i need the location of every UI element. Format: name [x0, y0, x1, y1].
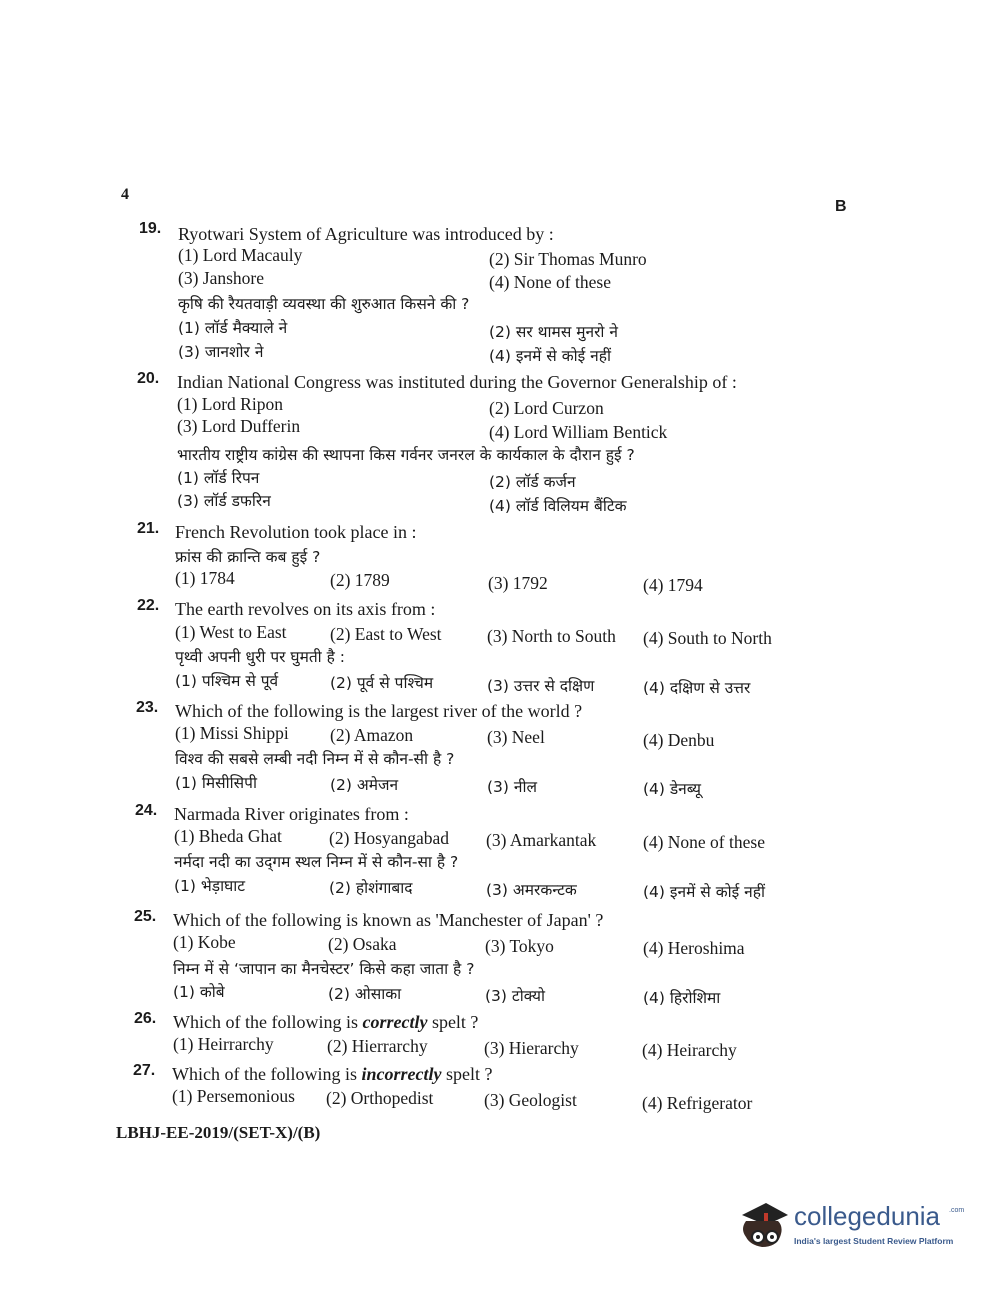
question-text-pre: Which of the following is: [173, 1012, 363, 1032]
question-number: 23.: [136, 699, 159, 716]
option-3-hindi: (3) नील: [487, 778, 538, 796]
option-1: (1) Missi Shippi: [175, 723, 289, 743]
option-2-hindi: (2) पूर्व से पश्चिम: [330, 674, 434, 692]
question-text: French Revolution took place in :: [175, 522, 417, 542]
option-1-hindi: (1) भेड़ाघाट: [174, 877, 246, 895]
option-4: (4) Refrigerator: [642, 1093, 753, 1113]
question-number: 25.: [134, 908, 157, 925]
option-4: (4) Denbu: [643, 730, 715, 750]
option-2: (2) Sir Thomas Munro: [489, 249, 647, 269]
collegedunia-logo: [736, 1197, 966, 1257]
option-3: (3) 1792: [488, 573, 548, 593]
question-number: 19.: [139, 220, 162, 237]
option-4-hindi: (4) डेनब्यू: [643, 780, 701, 798]
option-2-hindi: (2) ओसाका: [328, 985, 402, 1003]
option-1: (1) Bheda Ghat: [174, 826, 282, 846]
option-3: (3) Amarkantak: [486, 830, 597, 850]
question-number: 20.: [137, 370, 160, 387]
question-text-hindi: नर्मदा नदी का उद्‌गम स्थल निम्न में से कौन-सा है ?: [174, 853, 459, 871]
set-code: B: [835, 198, 847, 215]
option-3: (3) Lord Dufferin: [177, 416, 301, 436]
option-1-hindi: (1) पश्चिम से पूर्व: [175, 672, 279, 690]
option-3-hindi: (3) लॉर्ड डफरिन: [177, 492, 271, 510]
question-text-post: spelt ?: [427, 1012, 479, 1032]
question-text: Which of the following is the largest river of the world ?: [175, 701, 583, 721]
question-number: 26.: [134, 1010, 157, 1027]
option-4: (4) South to North: [643, 628, 772, 648]
question-text-hindi: पृथ्वी अपनी धुरी पर घुमती है :: [175, 648, 346, 666]
question-text-hindi: निम्न में से ‘जापान का मैनचेस्टर’ किसे कहा जाता है ?: [173, 960, 475, 978]
option-3-hindi: (3) उत्तर से दक्षिण: [487, 677, 595, 695]
option-3-hindi: (3) अमरकन्टक: [486, 881, 577, 899]
option-3: (3) Hierarchy: [484, 1038, 579, 1058]
option-4: (4) None of these: [643, 832, 765, 852]
question-number: 24.: [135, 802, 158, 819]
question-text-post: spelt ?: [441, 1064, 493, 1084]
option-2-hindi: (2) लॉर्ड कर्जन: [489, 473, 576, 491]
question-text-pre: Which of the following is: [172, 1064, 362, 1084]
option-1-hindi: (1) मिसीसिपी: [175, 774, 257, 792]
option-2: (2) East to West: [330, 624, 442, 644]
option-1: (1) West to East: [175, 622, 287, 642]
question-number: 22.: [137, 597, 160, 614]
option-1: (1) Persemonious: [172, 1086, 295, 1106]
brand-suffix: .com: [949, 1207, 965, 1214]
question-number: 27.: [133, 1062, 156, 1079]
option-2: (2) Osaka: [328, 934, 397, 954]
option-1-hindi: (1) कोबे: [173, 983, 225, 1001]
question-text: The earth revolves on its axis from :: [175, 599, 436, 619]
option-1: (1) Lord Ripon: [177, 394, 283, 414]
option-1-hindi: (1) लॉर्ड रिपन: [177, 469, 260, 487]
option-4: (4) 1794: [643, 575, 703, 595]
question-text: Ryotwari System of Agriculture was introduced by :: [178, 224, 554, 244]
question-text: Narmada River originates from :: [174, 804, 409, 824]
option-3: (3) Tokyo: [485, 936, 554, 956]
brand-name: collegedunia: [794, 1201, 941, 1231]
question-number: 21.: [137, 520, 160, 537]
question-text-hindi: भारतीय राष्ट्रीय कांग्रेस की स्थापना किस गर्वनर जनरल के कार्यकाल के दौरान हुई ?: [177, 446, 635, 464]
option-1: (1) Heirrarchy: [173, 1034, 274, 1054]
option-2-hindi: (2) अमेजन: [330, 776, 399, 794]
option-2: (2) Orthopedist: [326, 1088, 434, 1108]
option-3-hindi: (3) जानशोर ने: [178, 343, 264, 361]
option-2: (2) Hierrarchy: [327, 1036, 428, 1056]
emphasis-word: correctly: [362, 1012, 428, 1032]
option-3: (3) Neel: [487, 727, 545, 747]
mascot-icon: [736, 1199, 792, 1255]
question-text-hindi: विश्व की सबसे लम्बी नदी निम्न में से कौन-सी है ?: [175, 750, 455, 768]
question-text-hindi: फ्रांस की क्रान्ति कब हुई ?: [175, 548, 321, 566]
brand-tagline: India's largest Student Review Platform: [794, 1236, 954, 1246]
option-2: (2) 1789: [330, 570, 390, 590]
option-3: (3) Geologist: [484, 1090, 577, 1110]
option-2-hindi: (2) होशंगाबाद: [329, 879, 413, 897]
question-text: [173, 1012, 478, 1033]
question-text: Which of the following is known as 'Manchester of Japan' ?: [173, 910, 604, 930]
option-2: (2) Amazon: [330, 725, 414, 745]
option-4: (4) Heroshima: [643, 938, 745, 958]
option-3: (3) Janshore: [178, 268, 265, 288]
option-4: (4) Lord William Bentick: [489, 422, 668, 442]
option-2: (2) Hosyangabad: [329, 828, 450, 848]
paper-code-footer: LBHJ-EE-2019/(SET-X)/(B): [116, 1123, 321, 1142]
option-4-hindi: (4) लॉर्ड विलियम बैंटिक: [489, 497, 627, 515]
question-text: [172, 1064, 492, 1085]
question-text: Indian National Congress was instituted during the Governor Generalship of :: [177, 372, 737, 392]
question-text-hindi: कृषि की रैयतवाड़ी व्यवस्था की शुरुआत किसने की ?: [178, 295, 470, 313]
option-1: (1) Lord Macauly: [178, 245, 303, 265]
option-2: (2) Lord Curzon: [489, 398, 604, 418]
option-4-hindi: (4) इनमें से कोई नहीं: [489, 347, 612, 365]
option-1-hindi: (1) लॉर्ड मैक्याले ने: [178, 319, 288, 337]
option-4-hindi: (4) हिरोशिमा: [643, 989, 721, 1007]
option-1: (1) Kobe: [173, 932, 236, 952]
option-1: (1) 1784: [175, 568, 235, 588]
option-3-hindi: (3) टोक्यो: [485, 987, 546, 1005]
option-4: (4) None of these: [489, 272, 611, 292]
option-3: (3) North to South: [487, 626, 616, 646]
option-4: (4) Heirarchy: [642, 1040, 737, 1060]
emphasis-word: incorrectly: [361, 1064, 442, 1084]
page-number: 4: [121, 186, 129, 203]
option-2-hindi: (2) सर थामस मुनरो ने: [489, 323, 618, 341]
option-4-hindi: (4) दक्षिण से उत्तर: [643, 679, 751, 697]
option-4-hindi: (4) इनमें से कोई नहीं: [643, 883, 766, 901]
